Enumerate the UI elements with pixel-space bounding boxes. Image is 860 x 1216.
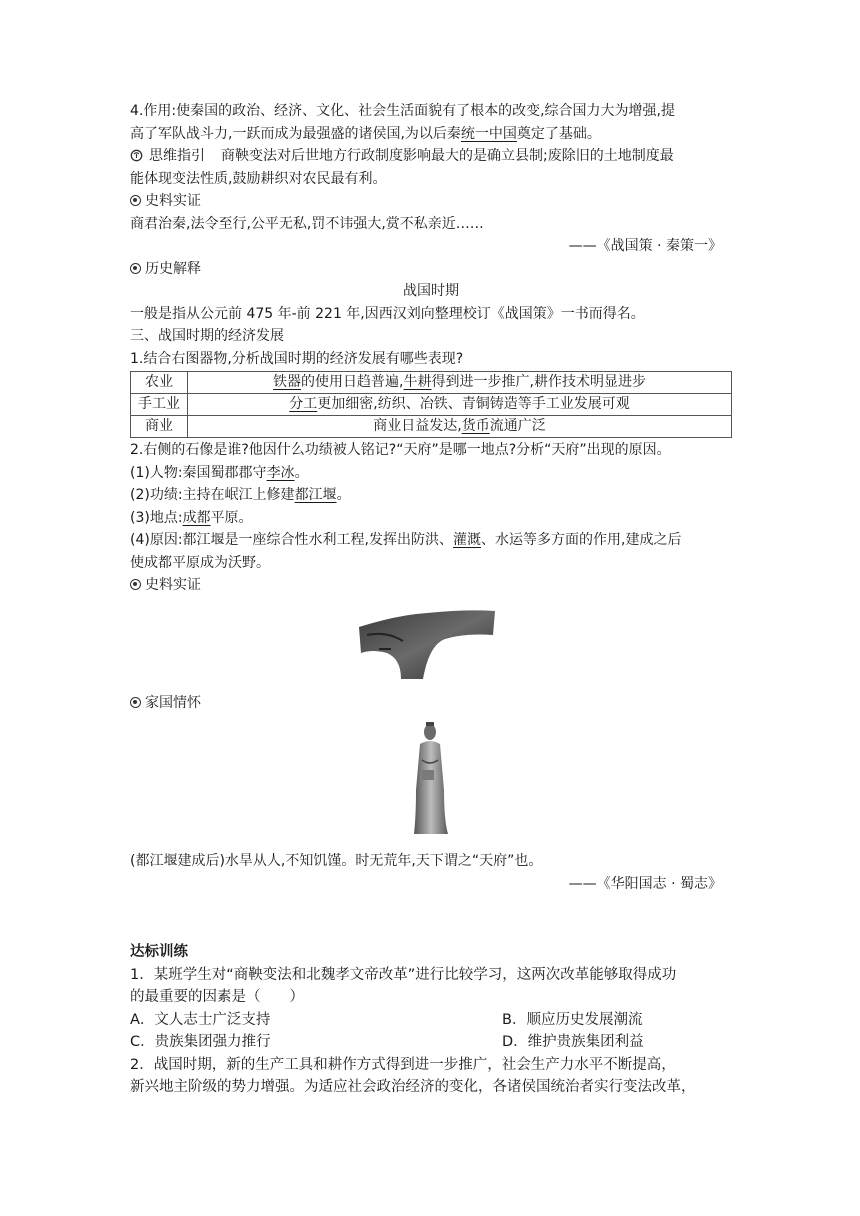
- exercise-q1-line-2: 的最重要的因素是（ ）: [130, 989, 304, 1005]
- exercise-section: [130, 941, 732, 1099]
- quote-1: 商君治秦,法令至行,公平无私,罚不讳强大,赏不私亲近……: [130, 215, 484, 232]
- table-row: [131, 416, 732, 438]
- answer-4-line-2: 使成都平原成为沃野。: [130, 554, 270, 571]
- thinking-guide-line-2: 能体现变法性质,鼓励耕织对农民最有利。: [130, 170, 387, 187]
- table-row: [131, 394, 732, 416]
- row-content-commerce: 商业日益发达,货币流通广泛: [188, 416, 732, 438]
- thinking-guide-icon: [130, 149, 143, 162]
- quote-1-source: ——《战国策 · 秦策一》: [568, 238, 722, 254]
- economy-table: [130, 371, 732, 438]
- interpretation-text: 一般是指从公元前 475 年-前 221 年,因西汉刘向整理校订《战国策》一书而得名。: [130, 305, 645, 322]
- row-content-agriculture: 铁器的使用日趋普遍,牛耕得到进一步推广,耕作技术明显进步: [188, 372, 732, 394]
- option-c[interactable]: C．贵族集团强力推行: [130, 1034, 271, 1050]
- bullet-marker-icon: [130, 263, 141, 274]
- question-1: 1.结合右图器物,分析战国时期的经济发展有哪些表现?: [130, 350, 464, 367]
- quote-2-block: [130, 850, 732, 895]
- exercise-q2-line-2: 新兴地主阶级的势力增强。为适应社会政治经济的变化，各诸侯国统治者实行变法改革，: [130, 1079, 696, 1095]
- item-4-line-2: 高了军队战斗力,一跃而成为最强盛的诸侯国,为以后秦统一中国奠定了基础。: [130, 125, 601, 142]
- option-a[interactable]: A．文人志士广泛支持: [130, 1011, 271, 1028]
- bullet-marker-icon: [130, 697, 141, 708]
- patriotism-heading: 家国情怀: [130, 692, 201, 715]
- unify-china-underline: 统一中国: [460, 125, 517, 142]
- question-2: 2.右侧的石像是谁?他因什么功绩被人铭记?“天府”是哪一地点?分析“天府”出现的原因。: [130, 442, 671, 458]
- exercise-q2-line-1: 2．战国时期，新的生产工具和耕作方式得到进一步推广，社会生产力水平不断提高，: [130, 1056, 676, 1073]
- row-label-commerce: 商业: [131, 416, 188, 438]
- option-d[interactable]: D．维护贵族集团利益: [502, 1034, 644, 1050]
- thinking-guide-line-1: 思维指引 商鞅变法对后世地方行政制度影响最大的是确立县制;废除旧的土地制度最: [130, 145, 732, 168]
- thinking-guide-label: 思维指引: [149, 148, 205, 164]
- row-label-agriculture: 农业: [131, 372, 188, 394]
- table-row: [131, 372, 732, 394]
- evidence-heading-2: 史料实证: [130, 574, 732, 597]
- row-content-handicraft: 分工更加细密,纺织、冶铁、青铜铸造等手工业发展可观: [188, 394, 732, 416]
- interpretation-heading: 历史解释: [130, 258, 732, 281]
- answer-4: (4)原因:都江堰是一座综合性水利工程,发挥出防洪、灌溉、水运等多方面的作用,建成之后: [130, 532, 682, 548]
- artifact-image: [357, 605, 497, 681]
- li-bing-statue-image: [408, 720, 452, 836]
- evidence-heading-1: 史料实证: [130, 190, 732, 213]
- answer-3: (3)地点:成都平原。: [130, 509, 253, 526]
- section-3-heading: 三、战国时期的经济发展: [130, 328, 284, 344]
- item-4-line-1: 4.作用:使秦国的政治、经济、文化、社会生活面貌有了根本的改变,综合国力大为增强,提: [130, 103, 675, 119]
- exercise-heading: 达标训练: [130, 944, 188, 960]
- quote-2-source: ——《华阳国志 · 蜀志》: [568, 875, 722, 892]
- interpretation-title: 战国时期: [403, 283, 459, 299]
- bullet-marker-icon: [130, 579, 141, 590]
- answer-1: (1)人物:秦国蜀郡郡守李冰。: [130, 464, 309, 481]
- bullet-marker-icon: [130, 195, 141, 206]
- quote-2: (都江堰建成后)水旱从人,不知饥馑。时无荒年,天下谓之“天府”也。: [130, 853, 543, 869]
- document-page: [130, 100, 732, 597]
- option-b[interactable]: B．顺应历史发展潮流: [502, 1011, 643, 1028]
- options-row-1: [130, 1009, 732, 1032]
- exercise-q1-line-1: 1．某班学生对“商鞅变法和北魏孝文帝改革”进行比较学习，这两次改革能够取得成功: [130, 966, 677, 983]
- options-row-2: [130, 1031, 732, 1054]
- row-label-handicraft: 手工业: [131, 394, 188, 416]
- answer-2: (2)功绩:主持在岷江上修建都江堰。: [130, 487, 351, 503]
